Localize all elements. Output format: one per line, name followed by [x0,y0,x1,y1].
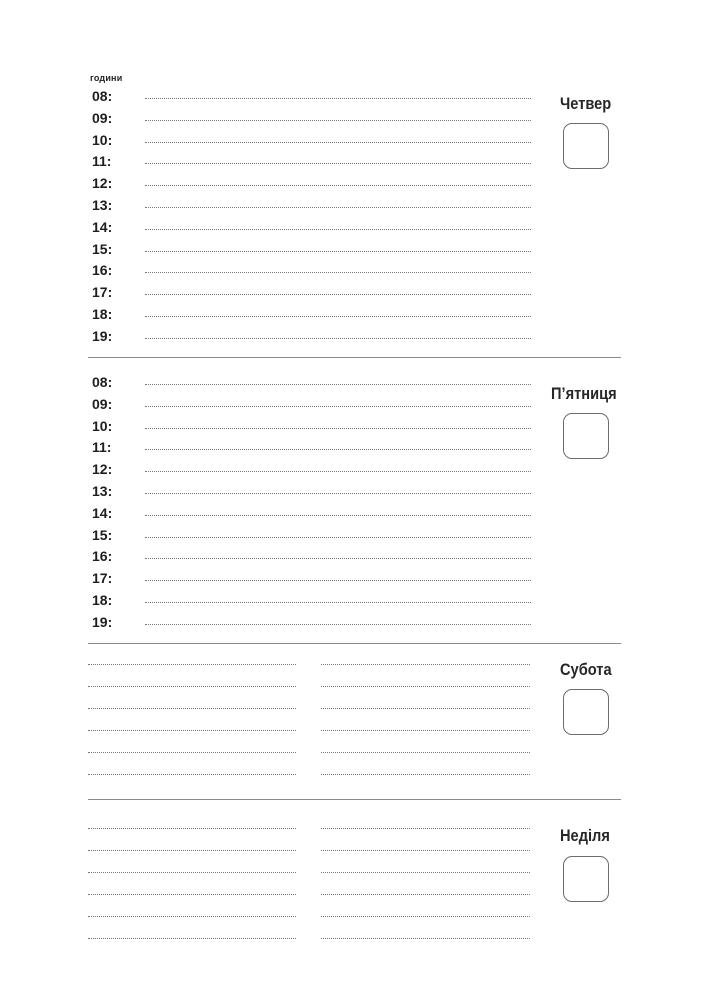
thursday-hour-writing-line[interactable] [145,229,531,230]
thursday-hour-writing-line[interactable] [145,185,531,186]
friday-hour-label: 18: [92,592,113,608]
sunday-note-line-right[interactable] [321,894,530,895]
day-name-sunday: Неділя [560,826,610,845]
thursday-hour-label: 09: [92,109,113,126]
thursday-hour-writing-line[interactable] [145,120,531,121]
friday-hour-label: 09: [92,395,113,412]
thursday-hour-writing-line[interactable] [145,207,531,208]
sunday-note-line-right[interactable] [321,938,530,939]
friday-hour-writing-line[interactable] [145,515,531,516]
saturday-note-line-right[interactable] [321,708,530,709]
separator-friday-saturday [88,643,621,644]
thursday-hour-writing-line[interactable] [145,294,531,295]
friday-hour-label: 08: [92,374,113,390]
thursday-hour-writing-line[interactable] [145,316,531,317]
friday-hour-writing-line[interactable] [145,580,531,581]
sunday-note-line-right[interactable] [321,828,530,829]
friday-hour-label: 14: [92,504,113,521]
sunday-note-line-left[interactable] [88,872,296,873]
sunday-note-line-left[interactable] [88,938,296,939]
thursday-hour-writing-line[interactable] [145,142,531,143]
saturday-note-line-left[interactable] [88,774,296,775]
friday-hour-writing-line[interactable] [145,602,531,603]
friday-hour-label: 11: [92,439,112,456]
separator-saturday-sunday [88,799,621,800]
sunday-note-line-right[interactable] [321,916,530,917]
saturday-note-line-left[interactable] [88,752,296,753]
sunday-checkbox[interactable] [563,856,609,902]
thursday-hour-label: 16: [92,262,113,279]
friday-hour-writing-line[interactable] [145,493,531,494]
thursday-hour-label: 14: [92,218,113,235]
thursday-hour-label: 13: [92,197,113,213]
thursday-hour-writing-line[interactable] [145,98,531,99]
saturday-note-line-left[interactable] [88,664,296,665]
friday-hour-writing-line[interactable] [145,406,531,407]
sunday-note-line-left[interactable] [88,850,296,851]
sunday-note-line-right[interactable] [321,872,530,873]
thursday-hour-label: 19: [92,327,113,344]
friday-hour-writing-line[interactable] [145,449,531,450]
friday-hour-label: 12: [92,461,113,478]
thursday-hour-writing-line[interactable] [145,338,531,339]
saturday-note-line-left[interactable] [88,708,296,709]
thursday-hour-label: 18: [92,306,113,322]
saturday-note-line-left[interactable] [88,686,296,687]
friday-hour-label: 19: [92,613,113,630]
saturday-note-line-right[interactable] [321,664,530,665]
friday-hour-label: 13: [92,483,113,499]
thursday-hour-label: 10: [92,131,113,148]
thursday-hour-label: 08: [92,88,113,104]
thursday-hour-label: 12: [92,175,113,192]
sunday-note-line-left[interactable] [88,894,296,895]
friday-hour-label: 15: [92,526,113,543]
separator-thursday-friday [88,357,621,358]
saturday-note-line-left[interactable] [88,730,296,731]
saturday-note-line-right[interactable] [321,752,530,753]
sunday-note-line-right[interactable] [321,850,530,851]
friday-hour-label: 16: [92,548,113,565]
thursday-hour-writing-line[interactable] [145,251,531,252]
sunday-note-line-left[interactable] [88,916,296,917]
thursday-hour-label: 15: [92,240,113,257]
friday-hour-writing-line[interactable] [145,558,531,559]
thursday-hour-label: 17: [92,284,113,301]
hours-caption: години [90,73,123,83]
friday-hour-label: 17: [92,570,113,587]
friday-hour-writing-line[interactable] [145,428,531,429]
friday-hour-writing-line[interactable] [145,624,531,625]
friday-hour-writing-line[interactable] [145,471,531,472]
thursday-checkbox[interactable] [563,123,609,169]
saturday-note-line-right[interactable] [321,774,530,775]
day-name-saturday: Субота [560,660,612,679]
friday-hour-writing-line[interactable] [145,537,531,538]
saturday-note-line-right[interactable] [321,730,530,731]
friday-hour-writing-line[interactable] [145,384,531,385]
thursday-hour-writing-line[interactable] [145,272,531,273]
friday-hour-label: 10: [92,417,113,434]
sunday-note-line-left[interactable] [88,828,296,829]
thursday-hour-writing-line[interactable] [145,163,531,164]
thursday-hour-label: 11: [92,153,112,170]
saturday-note-line-right[interactable] [321,686,530,687]
friday-checkbox[interactable] [563,413,609,459]
day-name-friday: П’ятниця [551,384,617,403]
saturday-checkbox[interactable] [563,689,609,735]
day-name-thursday: Четвер [560,94,612,113]
